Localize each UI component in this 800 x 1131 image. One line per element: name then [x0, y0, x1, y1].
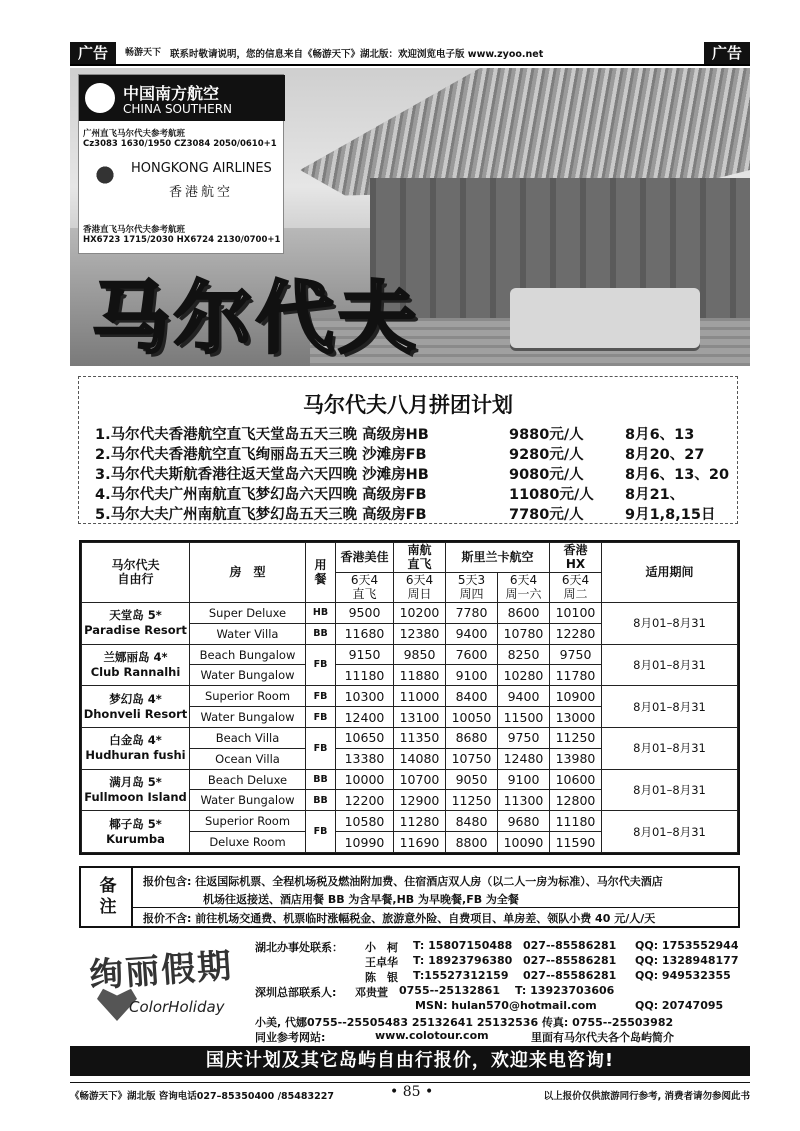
- contact-tel: T:15527312159: [413, 969, 509, 982]
- contact-qq: QQ: 949532355: [635, 969, 731, 982]
- header-srilankan: 斯里兰卡航空: [446, 543, 550, 573]
- plan-price: 9080元/人: [509, 467, 584, 483]
- plan-date: 9月1,8,15日: [625, 507, 716, 523]
- plan-date: 8月21、: [625, 487, 685, 503]
- price-cell: 9750: [550, 644, 602, 665]
- price-cell: 11250: [550, 727, 602, 748]
- footer-left: 《畅游天下》湖北版 咨询电话027–85350400 /85483227: [70, 1091, 334, 1102]
- price-cell: 10100: [550, 603, 602, 624]
- room-type: Super Deluxe: [190, 603, 306, 624]
- meal-plan: FB: [306, 727, 336, 769]
- price-cell: 12400: [336, 707, 394, 728]
- price-cell: 12900: [394, 790, 446, 811]
- price-cell: 14080: [394, 748, 446, 769]
- period-cell: 8月01–8月31: [602, 644, 738, 686]
- hotel-name: 天堂岛 5*: [109, 608, 162, 623]
- hubei-label: 湖北办事处联系：: [255, 941, 343, 954]
- price-cell: 10600: [550, 769, 602, 790]
- price-cell: 11780: [550, 665, 602, 686]
- price-table: [81, 542, 738, 853]
- plan-price: 9280元/人: [509, 447, 584, 463]
- hotel-en: Dhonveli Resort: [83, 706, 188, 721]
- price-cell: 12200: [336, 790, 394, 811]
- hotel-en: Club Rannalhi: [90, 664, 181, 679]
- price-cell: 10750: [446, 748, 498, 769]
- price-cell: 7780: [446, 603, 498, 624]
- cs-flights: Cz3083 1630/1950 CZ3084 2050/0610+1: [83, 139, 277, 149]
- hk-flight-title: 香港直飞马尔代夫参考航班: [83, 225, 186, 235]
- price-cell: 10650: [336, 727, 394, 748]
- price-cell: 12480: [498, 748, 550, 769]
- sz-contact-name: 邓贵萱: [355, 986, 388, 999]
- price-cell: 11180: [550, 811, 602, 832]
- china-southern-logo-icon: [85, 83, 115, 113]
- table-row: [82, 644, 738, 665]
- price-cell: 12800: [550, 790, 602, 811]
- table-row: [82, 727, 738, 748]
- hk-flights: HX6723 1715/2030 HX6724 2130/0700+1: [83, 235, 281, 245]
- contact-name: 小 柯: [365, 941, 398, 954]
- plan-price: 11080元/人: [509, 487, 594, 503]
- contact-name: 陈 银: [365, 971, 398, 984]
- site-link[interactable]: www.colotour.com: [375, 1029, 489, 1042]
- ad-tag-right: 广告: [704, 42, 750, 64]
- hk-airlines-cn: 香港航空: [169, 185, 234, 200]
- price-cell: 9150: [336, 644, 394, 665]
- hotel-cell: [82, 811, 190, 853]
- meal-plan: FB: [306, 811, 336, 853]
- price-cell: 11000: [394, 686, 446, 707]
- price-cell: 9400: [498, 686, 550, 707]
- china-southern-en: CHINA SOUTHERN: [123, 102, 233, 116]
- header-free-travel: 马尔代夫 自由行: [82, 543, 190, 603]
- price-cell: 11280: [394, 811, 446, 832]
- price-cell: 11590: [550, 832, 602, 853]
- price-cell: 9680: [498, 811, 550, 832]
- hotel-cell: [82, 727, 190, 769]
- price-cell: 9050: [446, 769, 498, 790]
- airline-info-box: [78, 74, 284, 254]
- table-row: [82, 769, 738, 790]
- contact-tel2: 027--85586281: [523, 954, 617, 967]
- plan-name: 5.马尔大夫广州南航直飞梦幻岛五天三晚 高级房FB: [95, 507, 427, 523]
- plan-date: 8月6、13、20: [625, 467, 730, 483]
- price-cell: 10050: [446, 707, 498, 728]
- room-type: Water Bungalow: [190, 790, 306, 811]
- price-cell: 10300: [336, 686, 394, 707]
- room-type: Water Villa: [190, 623, 306, 644]
- price-cell: 11690: [394, 832, 446, 853]
- contact-tel: T: 18923796380: [413, 954, 513, 967]
- site-label: 同业参考网站:: [255, 1031, 326, 1044]
- room-type: Beach Bungalow: [190, 644, 306, 665]
- price-cell: 13380: [336, 748, 394, 769]
- hotel-name: 满月岛 5*: [109, 775, 162, 790]
- meal-plan: BB: [306, 769, 336, 790]
- price-cell: 11350: [394, 727, 446, 748]
- china-southern-banner: [79, 75, 285, 121]
- room-type: Beach Villa: [190, 727, 306, 748]
- hotel-en: Kurumba: [106, 831, 165, 846]
- contact-small: 小美, 代娜0755--25505483 25132641 25132536 传真: 0755--25503982: [255, 1016, 674, 1029]
- lounge-sofa: [510, 288, 700, 348]
- price-cell: 10780: [498, 623, 550, 644]
- period-cell: 8月01–8月31: [602, 603, 738, 645]
- header-period: 适用期间: [602, 543, 738, 603]
- price-cell: 9850: [394, 644, 446, 665]
- price-cell: 11180: [336, 665, 394, 686]
- price-cell: 10990: [336, 832, 394, 853]
- hotel-en: Hudhuran fushi: [85, 748, 186, 763]
- hotel-cell: [82, 644, 190, 686]
- top-bar: [70, 42, 750, 66]
- hotel-en: Paradise Resort: [84, 623, 187, 638]
- price-cell: 8800: [446, 832, 498, 853]
- price-cell: 8250: [498, 644, 550, 665]
- price-cell: 10200: [394, 603, 446, 624]
- contact-section: [79, 935, 740, 1043]
- brand-logo-en: ColorHoliday: [129, 998, 225, 1016]
- price-cell: 9100: [498, 769, 550, 790]
- price-cell: 10280: [498, 665, 550, 686]
- price-cell: 10580: [336, 811, 394, 832]
- table-row: [82, 686, 738, 707]
- sub-header: 6天4 周一六: [498, 573, 550, 603]
- price-cell: 10900: [550, 686, 602, 707]
- room-type: Ocean Villa: [190, 748, 306, 769]
- footer: [70, 1082, 750, 1104]
- price-cell: 8400: [446, 686, 498, 707]
- table-row: [82, 603, 738, 624]
- footer-right: 以上报价仅供旅游同行参考, 消费者请勿参阅此书: [543, 1091, 750, 1102]
- room-type: Superior Room: [190, 686, 306, 707]
- magazine-logo: 畅游天下: [124, 48, 161, 58]
- header-hk-meijia: 香港美佳: [336, 543, 394, 573]
- hotel-name: 白金岛 4*: [109, 733, 162, 748]
- shenzhen-label: 深圳总部联系人:: [255, 986, 337, 999]
- hotel-name: 梦幻岛 4*: [109, 691, 162, 706]
- price-cell: 8680: [446, 727, 498, 748]
- plan-date: 8月20、27: [625, 447, 705, 463]
- period-cell: 8月01–8月31: [602, 811, 738, 853]
- sub-header: 6天4 周日: [394, 573, 446, 603]
- hotel-name: 椰子岛 5*: [109, 816, 162, 831]
- price-cell: 12380: [394, 623, 446, 644]
- price-cell: 11880: [394, 665, 446, 686]
- notes-box: [79, 866, 740, 928]
- sz-contact-tel: 0755--25132861: [399, 984, 500, 997]
- price-cell: 10700: [394, 769, 446, 790]
- plan-name: 3.马尔代夫斯航香港往返天堂岛六天四晚 沙滩房HB: [95, 467, 429, 483]
- price-cell: 13980: [550, 748, 602, 769]
- group-plan-box: [78, 376, 738, 524]
- meal-plan: FB: [306, 644, 336, 686]
- contact-tel2: 027--85586281: [523, 969, 617, 982]
- header-note: 联系时敬请说明，您的信息来自《畅游天下》湖北版：欢迎浏览电子版 www.zyoo.net: [170, 49, 544, 60]
- contact-tel2: 027--85586281: [523, 939, 617, 952]
- price-cell: 10090: [498, 832, 550, 853]
- header-room-type: 房 型: [190, 543, 306, 603]
- period-cell: 8月01–8月31: [602, 769, 738, 811]
- note-included-cont: 机场往返接送、酒店用餐 BB 为含早餐,HB 为早晚餐,FB 为全餐: [203, 893, 519, 906]
- price-cell: 10000: [336, 769, 394, 790]
- price-cell: 9400: [446, 623, 498, 644]
- plan-date: 8月6、13: [625, 427, 695, 443]
- room-type: Deluxe Room: [190, 832, 306, 853]
- sz-contact-mob: T: 13923703606: [515, 984, 615, 997]
- meal-plan: BB: [306, 790, 336, 811]
- contact-tel: T: 15807150488: [413, 939, 513, 952]
- meal-plan: HB: [306, 603, 336, 624]
- room-type: Superior Room: [190, 811, 306, 832]
- notes-divider: [133, 907, 740, 908]
- plan-name: 2.马尔代夫香港航空直飞绚丽岛五天三晚 沙滩房FB: [95, 447, 427, 463]
- header-china-southern: 南航 直飞: [394, 543, 446, 573]
- sub-header: 5天3 周四: [446, 573, 498, 603]
- note-excluded: 报价不含: 前往机场交通费、机票临时涨幅税金、旅游意外险、自费项目、单房差、领队小费 40 元/人/天: [143, 912, 656, 925]
- price-cell: 13100: [394, 707, 446, 728]
- price-cell: 11300: [498, 790, 550, 811]
- notes-label: 备注: [81, 868, 133, 926]
- hero-image: [70, 68, 750, 366]
- price-cell: 11500: [498, 707, 550, 728]
- header-meal: 用 餐: [306, 543, 336, 603]
- hotel-en: Fullmoon Island: [84, 789, 187, 804]
- contact-qq: QQ: 1753552944: [635, 939, 739, 952]
- period-cell: 8月01–8月31: [602, 686, 738, 728]
- note-included: 报价包含: 往返国际机票、全程机场税及燃油附加费、住宿酒店双人房（以二人一房为标准）、马尔代夫酒店: [143, 875, 663, 888]
- meal-plan: FB: [306, 686, 336, 707]
- price-cell: 13000: [550, 707, 602, 728]
- hotel-cell: [82, 603, 190, 645]
- price-cell: 11250: [446, 790, 498, 811]
- brand-logo-cn: 绚丽假期: [88, 946, 235, 996]
- period-cell: 8月01–8月31: [602, 727, 738, 769]
- plan-name: 1.马尔代夫香港航空直飞天堂岛五天三晚 高级房HB: [95, 427, 429, 443]
- plan-price: 7780元/人: [509, 507, 584, 523]
- hongkong-airlines-logo-icon: [89, 157, 121, 193]
- contact-name: 王卓华: [365, 956, 398, 969]
- header-hx: 香港 HX: [550, 543, 602, 573]
- price-cell: 8600: [498, 603, 550, 624]
- price-cell: 9500: [336, 603, 394, 624]
- price-cell: 11680: [336, 623, 394, 644]
- hotel-cell: [82, 686, 190, 728]
- msn: MSN: hulan570@hotmail.com: [415, 999, 597, 1012]
- sub-header: 6天4 周二: [550, 573, 602, 603]
- hotel-cell: [82, 769, 190, 811]
- price-cell: 12280: [550, 623, 602, 644]
- room-type: Water Bungalow: [190, 665, 306, 686]
- meal-plan: BB: [306, 623, 336, 644]
- price-cell: 9100: [446, 665, 498, 686]
- plan-price: 9880元/人: [509, 427, 584, 443]
- cs-flight-title: 广州直飞马尔代夫参考航班: [83, 129, 186, 139]
- contact-qq: QQ: 1328948177: [635, 954, 739, 967]
- room-type: Beach Deluxe: [190, 769, 306, 790]
- meal-plan: FB: [306, 707, 336, 728]
- hero-title: 马尔代夫: [92, 274, 421, 364]
- ad-tag-left: 广告: [70, 42, 116, 64]
- price-cell: 7600: [446, 644, 498, 665]
- table-row: [82, 811, 738, 832]
- msn-qq: QQ: 20747095: [635, 999, 724, 1012]
- room-type: Water Bungalow: [190, 707, 306, 728]
- plan-title: 马尔代夫八月拼团计划: [303, 393, 513, 417]
- sub-header: 6天4 直飞: [336, 573, 394, 603]
- bottom-banner: 国庆计划及其它岛屿自由行报价，欢迎来电咨询!: [70, 1046, 750, 1076]
- price-table-frame: [79, 540, 740, 855]
- china-southern-cn: 中国南方航空: [123, 84, 220, 103]
- price-cell: 8480: [446, 811, 498, 832]
- site-note: 里面有马尔代夫各个岛屿简介: [531, 1031, 674, 1044]
- price-cell: 9750: [498, 727, 550, 748]
- plan-name: 4.马尔代夫广州南航直飞梦幻岛六天四晚 高级房FB: [95, 487, 427, 503]
- hk-airlines-en: HONGKONG AIRLINES: [131, 161, 272, 176]
- page-number: • 85 •: [390, 1084, 434, 1100]
- hotel-name: 兰娜丽岛 4*: [103, 650, 168, 665]
